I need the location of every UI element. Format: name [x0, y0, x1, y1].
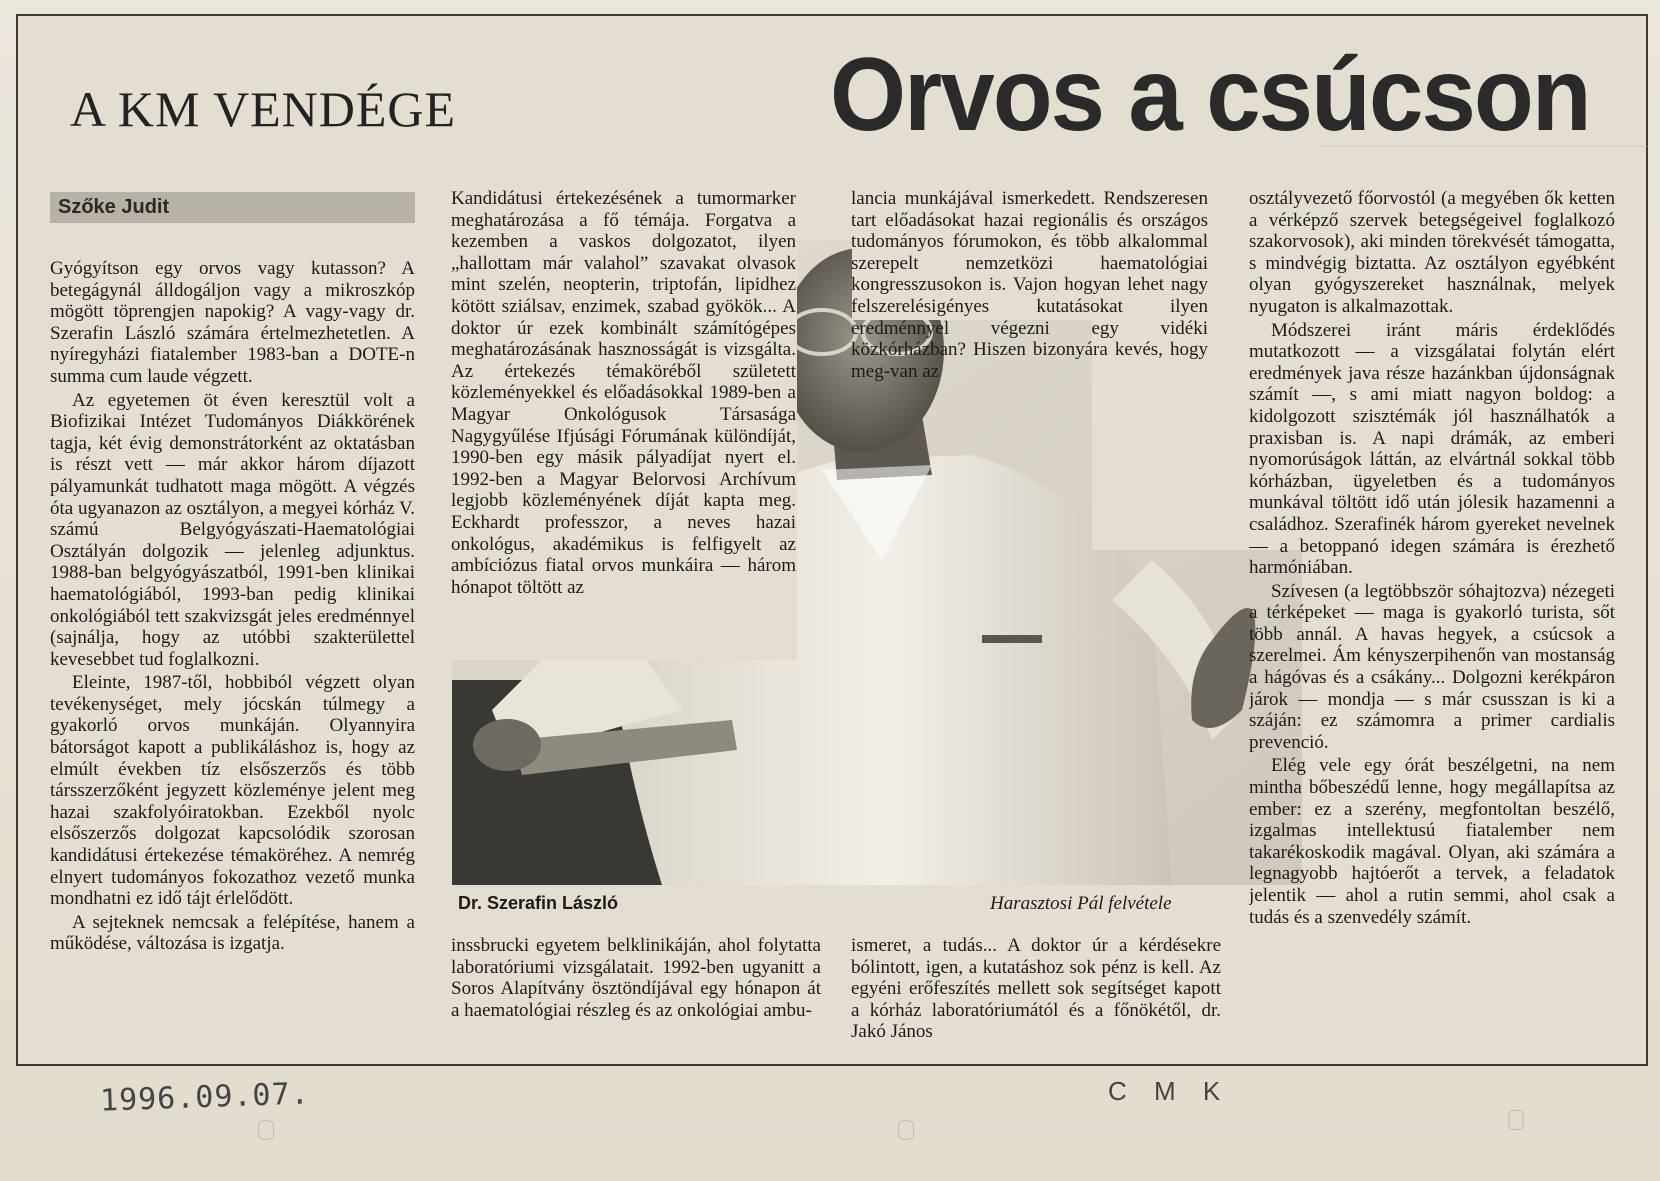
paragraph: ismeret, a tudás... A doktor úr a kérdésekre bólintott, igen, a kutatáshoz sok pénz is kell. Az egyéni erőfeszítés mellett sok segítséget kapott a kórház laboratóriumától és a főnökétől, dr. Jakó János — [851, 935, 1221, 1043]
tape-mark — [898, 1120, 914, 1140]
section-kicker: A KM VENDÉGE — [70, 81, 457, 137]
paragraph: Elég vele egy órát beszélgetni, na nem mintha bőbeszédű lenne, hogy megállapítsa az ember: ez a szerény, megfontoltan beszélő, izgalmas intellektusú fiatalember nem takarékoskodik magával. Olyan, aki számára a legnagyobb hajtóerőt a tervek, a feladatok jelentik — ahol a rutin semmi, ahol csak a tudás és a szenvedély számít. — [1249, 755, 1615, 928]
paragraph: Gyógyítson egy orvos vagy kutasson? A betegágynál álldogáljon vagy a mikroszkóp mögött töprengjen napokig? A vagy-vagy dr. Szerafin László számára értelmezhetetlen. A nyíregyházi fiatalember 1983-ban a DOTE-n summa cum laude végzett. — [50, 258, 415, 387]
handwritten-date: 1996.09.07. — [99, 1076, 311, 1119]
column-3-top — [851, 188, 1208, 558]
paragraph: A sejteknek nemcsak a felépítése, hanem a működése, változása is izgatja. — [50, 911, 415, 955]
margin-mark: C M K — [1108, 1076, 1231, 1106]
column-4 — [1249, 188, 1615, 1048]
column-2-bottom — [451, 935, 821, 1045]
headline: Orvos a csúcson — [830, 37, 1590, 153]
photo-credit: Harasztosi Pál felvétele — [990, 893, 1172, 914]
paragraph: osztályvezető főorvostól (a megyében ők ketten a vérképző szervek betegségeivel foglalkozó szakorvosok), aki minden törekvését támogatta, s mindvégig biztatta. Az osztályon egyébként olyan gyógyszereket használnak, melyek nyugaton is alkalmazottak. — [1249, 188, 1615, 317]
paragraph: Eleinte, 1987-től, hobbiból végzett olyan tevékenységet, mely jócskán túlmegy a gyakorló orvos munkáján. Olyannyira bátorságot kapott a publikáláshoz is, hogy az elmúlt években tíz elsőszerzős és több társszerzőként jegyzett közleménye jelent meg hazai szakfolyóiratokban. Ezekből nyolc elsőszerzős dolgozat kapcsolódik szorosan kandidátusi értekezése témaköréhez. A nemrég elnyert tudományos fokozathoz vezető munka mondhatni ez idő tájt érlelődött. — [50, 672, 415, 910]
column-2-top — [451, 188, 796, 708]
paragraph: inssbrucki egyetem belklinikáján, ahol folytatta laboratóriumi vizsgálatait. 1992-ben ugyanitt a Soros Alapítvány ösztöndíjával egy hónapon át a haematológiai részleg és az onkológiai ambu- — [451, 935, 821, 1021]
column-1 — [50, 258, 415, 1046]
tape-mark — [1508, 1110, 1524, 1130]
paragraph: Szívesen (a legtöbbször sóhajtozva) nézegeti a térképeket — maga is gyakorló turista, sőt több annál. A havas hegyek, a csúcsok a szerelmei. Ám kényszerpihenőn van mostanság a hágóvas és a csákány... Dolgozni kerékpáron járok — mondja — s már csusszan is ki a száján: ez számomra a primer cardialis prevenció. — [1249, 580, 1615, 753]
tape-mark — [258, 1120, 274, 1140]
column-3-bottom — [851, 935, 1221, 1045]
paragraph: Az egyetemen öt éven keresztül volt a Biofizikai Intézet Tudományos Diákkörének tagja, két évig demonstrátorként az oktatásban is részt vett — már akkor három díjazott pályamunkát tudhatott maga mögött. A végzés óta ugyanazon az osztályon, a megyei kórház V. számú Belgyógyászati-Haematológiai Osztályán dolgozik — jelenleg adjunktus. 1988-ban belgyógyászatból, 1991-ben klinikai haematológiából, 1993-ban pedig klinikai onkológiából tett szakvizsgát jeles eredménnyel (sajnálja, hogy az utóbbi szakterülettel kevesebbet tud foglalkozni. — [50, 389, 415, 670]
byline: Szőke Judit — [50, 192, 415, 223]
photo-caption: Dr. Szerafin László — [458, 893, 619, 913]
paragraph: lancia munkájával ismerkedett. Rendszeresen tart előadásokat hazai regionális és országos tudományos fórumokon, és több alkalommal szerepelt nemzetközi haematológiai kongresszusokon is. Vajon hogyan lehet nagy felszerelésigényes kutatásokat ilyen eredménnyel végezni egy vidéki közkórházban? Hiszen bizonyára kevés, hogy meg-van az — [851, 188, 1208, 382]
paragraph: Kandidátusi értekezésének a tumormarker meghatározása a fő témája. Forgatva a kezemben a vaskos dolgozatot, ilyen „hallottam már valahol” szavakat olvasok mint szelén, neopterin, triptofán, lipidhez kötött sziálsav, enzimek, szabad gyökök... A doktor úr ezek kombinált számítógépes meghatározásának hasznosságát is vizsgálta. Az értekezés témaköréből született közleményekkel és előadásokkal 1989-ben a Magyar Onkológusok Társasága Nagygyűlése Ifjúsági Fórumának különdíját, 1990-ben egy másik pályadíjat nyert el. 1992-ben a Magyar Belorvosi Archívum legjobb közleményének díját kapta meg. Eckhardt professzor, a neves hazai onkológus, akadémikus is felfigyelt az ambíciózus fiatal orvos munkáira — három hónapot töltött az — [451, 188, 796, 598]
paragraph: Módszerei iránt máris érdeklődés mutatkozott — a vizsgálatai folytán elért eredmények java része hazánkban újdonságnak számít —, s ami miatt nagyon boldog: a kidolgozott szisztémák jól használhatók a praxisban is. A napi drámák, az emberi nyomorúságok láttán, az elvártnál sokkal több kórházban, ügyeletben és a tudományos munkával töltött idő után jólesik hazamenni a családhoz. Szerafinék három gyereket nevelnek — a betoppanó idegen számára is érezhető harmóniában. — [1249, 319, 1615, 579]
